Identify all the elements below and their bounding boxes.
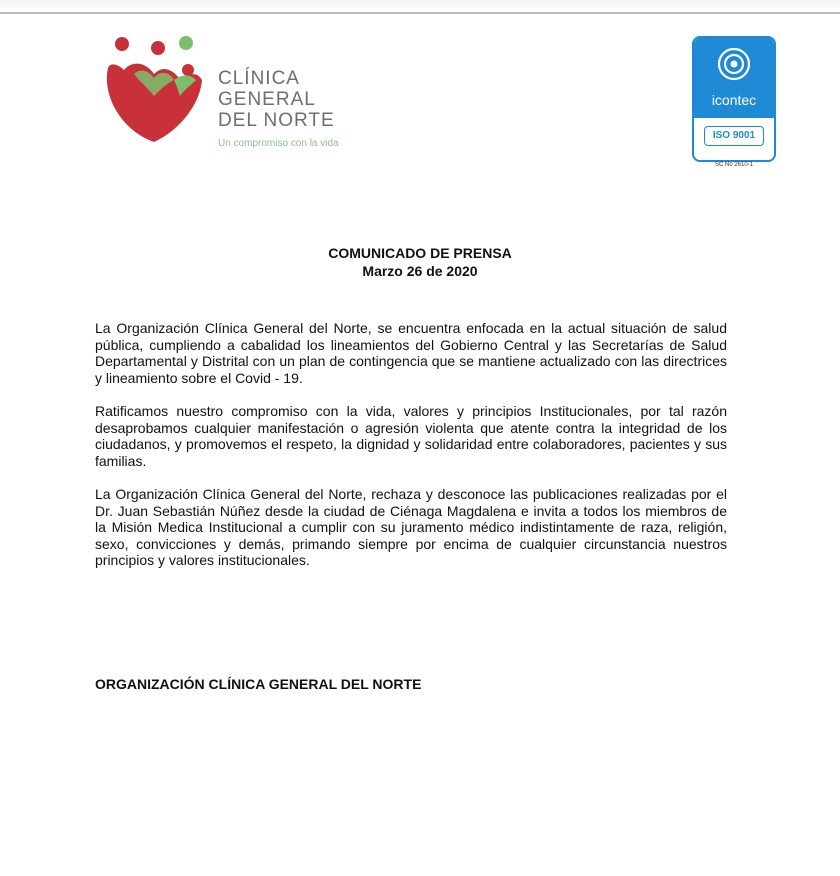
certification-header bbox=[694, 38, 774, 118]
certification-code: SC No 2610-1 bbox=[714, 162, 754, 168]
iso-standard-label: ISO 9001 bbox=[704, 126, 764, 146]
clinic-name-line-1: CLÍNICA bbox=[218, 68, 300, 89]
clinic-tagline: Un compromiso con la vida bbox=[218, 138, 339, 149]
paragraph-3: La Organización Clínica General del Norte, rechaza y desconoce las publicaciones realizadas por el Dr. Juan Sebastián Núñez desde la ciudad de Ciénaga Magdalena e invita a todos los miembros de la Misión Medica Institucional a cumplir con su juramento médico indistintamente de raza, religión, sexo, convicciones y demás, primando siempre por encima de cualquier circunstancia nuestros principios y valores institucionales. bbox=[95, 486, 727, 568]
clinic-name-line-3: DEL NORTE bbox=[218, 110, 335, 131]
certification-frame bbox=[692, 36, 776, 162]
icontec-certification-badge bbox=[692, 36, 776, 186]
press-release-title: COMUNICADO DE PRENSA bbox=[328, 245, 512, 261]
press-release-header bbox=[0, 244, 840, 280]
clinic-logo bbox=[100, 34, 420, 154]
paragraph-1: La Organización Clínica General del Norte, se encuentra enfocada en la actual situación de salud pública, cumpliendo a cabalidad los lineamientos del Gobierno Central y las Secretarías de Salud Departamental y Distrital con un plan de contingencia que se mantiene actualizado con las directrices y lineamiento sobre el Covid - 19. bbox=[95, 320, 727, 386]
icontec-seal-icon bbox=[694, 38, 774, 94]
signature: ORGANIZACIÓN CLÍNICA GENERAL DEL NORTE bbox=[95, 676, 422, 692]
certification-brand: icontec bbox=[711, 92, 757, 108]
press-release-body bbox=[95, 320, 727, 586]
clinic-name-line-2: GENERAL bbox=[218, 89, 316, 110]
press-release-document bbox=[0, 14, 840, 876]
press-release-date: Marzo 26 de 2020 bbox=[362, 263, 478, 279]
paragraph-2: Ratificamos nuestro compromiso con la vida, valores y principios Institucionales, por tal razón desaprobamos cualquier manifestación o agresión violenta que atente contra la integridad de los ciudadanos, y promovemos el respeto, la dignidad y solidaridad entre colaboradores, pacientes y sus familias. bbox=[95, 403, 727, 469]
heart-logo-icon bbox=[100, 34, 210, 154]
top-border bbox=[0, 0, 840, 14]
clinic-logo-text bbox=[218, 68, 335, 131]
